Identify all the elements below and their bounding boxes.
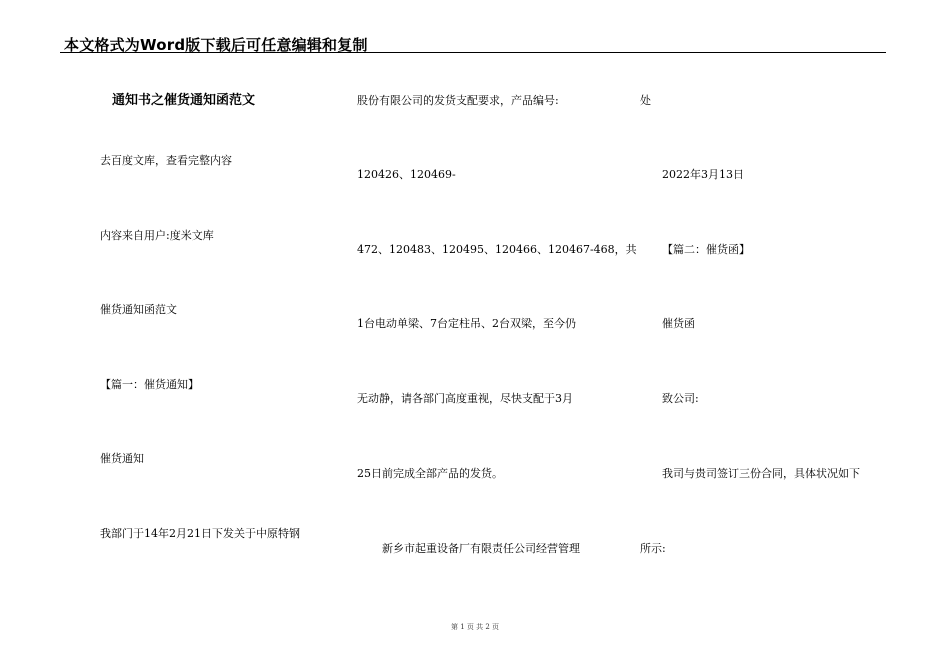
middle-line-2: 120426、120469- bbox=[357, 168, 456, 181]
right-line-1: 处 bbox=[640, 94, 651, 107]
header-rule bbox=[60, 52, 886, 53]
left-line-1: 去百度文库，查看完整内容 bbox=[100, 154, 232, 167]
middle-line-4: 1台电动单梁、7台定柱吊、2台双梁，至今仍 bbox=[357, 317, 576, 330]
right-line-4: 催货函 bbox=[662, 317, 695, 330]
document-title: 通知书之催货通知函范文 bbox=[112, 93, 256, 108]
right-line-6: 我司与贵司签订三份合同，具体状况如下 bbox=[662, 467, 860, 480]
right-line-5: 致公司: bbox=[662, 392, 699, 405]
left-line-4: 【篇一：催货通知】 bbox=[100, 378, 199, 391]
middle-line-3: 472、120483、120495、120466、120467-468，共 bbox=[357, 243, 637, 256]
middle-line-5: 无动静，请各部门高度重视，尽快支配于3月 bbox=[357, 392, 573, 405]
right-line-7: 所示: bbox=[640, 542, 666, 555]
middle-line-6: 25日前完成全部产品的发货。 bbox=[357, 467, 503, 480]
middle-line-7: 新乡市起重设备厂有限责任公司经营管理 bbox=[382, 542, 580, 555]
left-line-2: 内容来自用户:度米文库 bbox=[100, 229, 214, 242]
middle-line-1: 股份有限公司的发货支配要求，产品编号: bbox=[357, 94, 559, 107]
left-line-6: 我部门于14年2月21日下发关于中原特钢 bbox=[100, 527, 300, 540]
page-number: 第 1 页 共 2 页 bbox=[450, 623, 500, 631]
right-line-2: 2022年3月13日 bbox=[662, 168, 744, 181]
left-line-3: 催货通知函范文 bbox=[100, 303, 177, 316]
right-line-3: 【篇二：催货函】 bbox=[662, 243, 750, 256]
left-line-5: 催货通知 bbox=[100, 452, 144, 465]
document-header: 本文格式为Word版下载后可任意编辑和复制 bbox=[64, 36, 368, 54]
